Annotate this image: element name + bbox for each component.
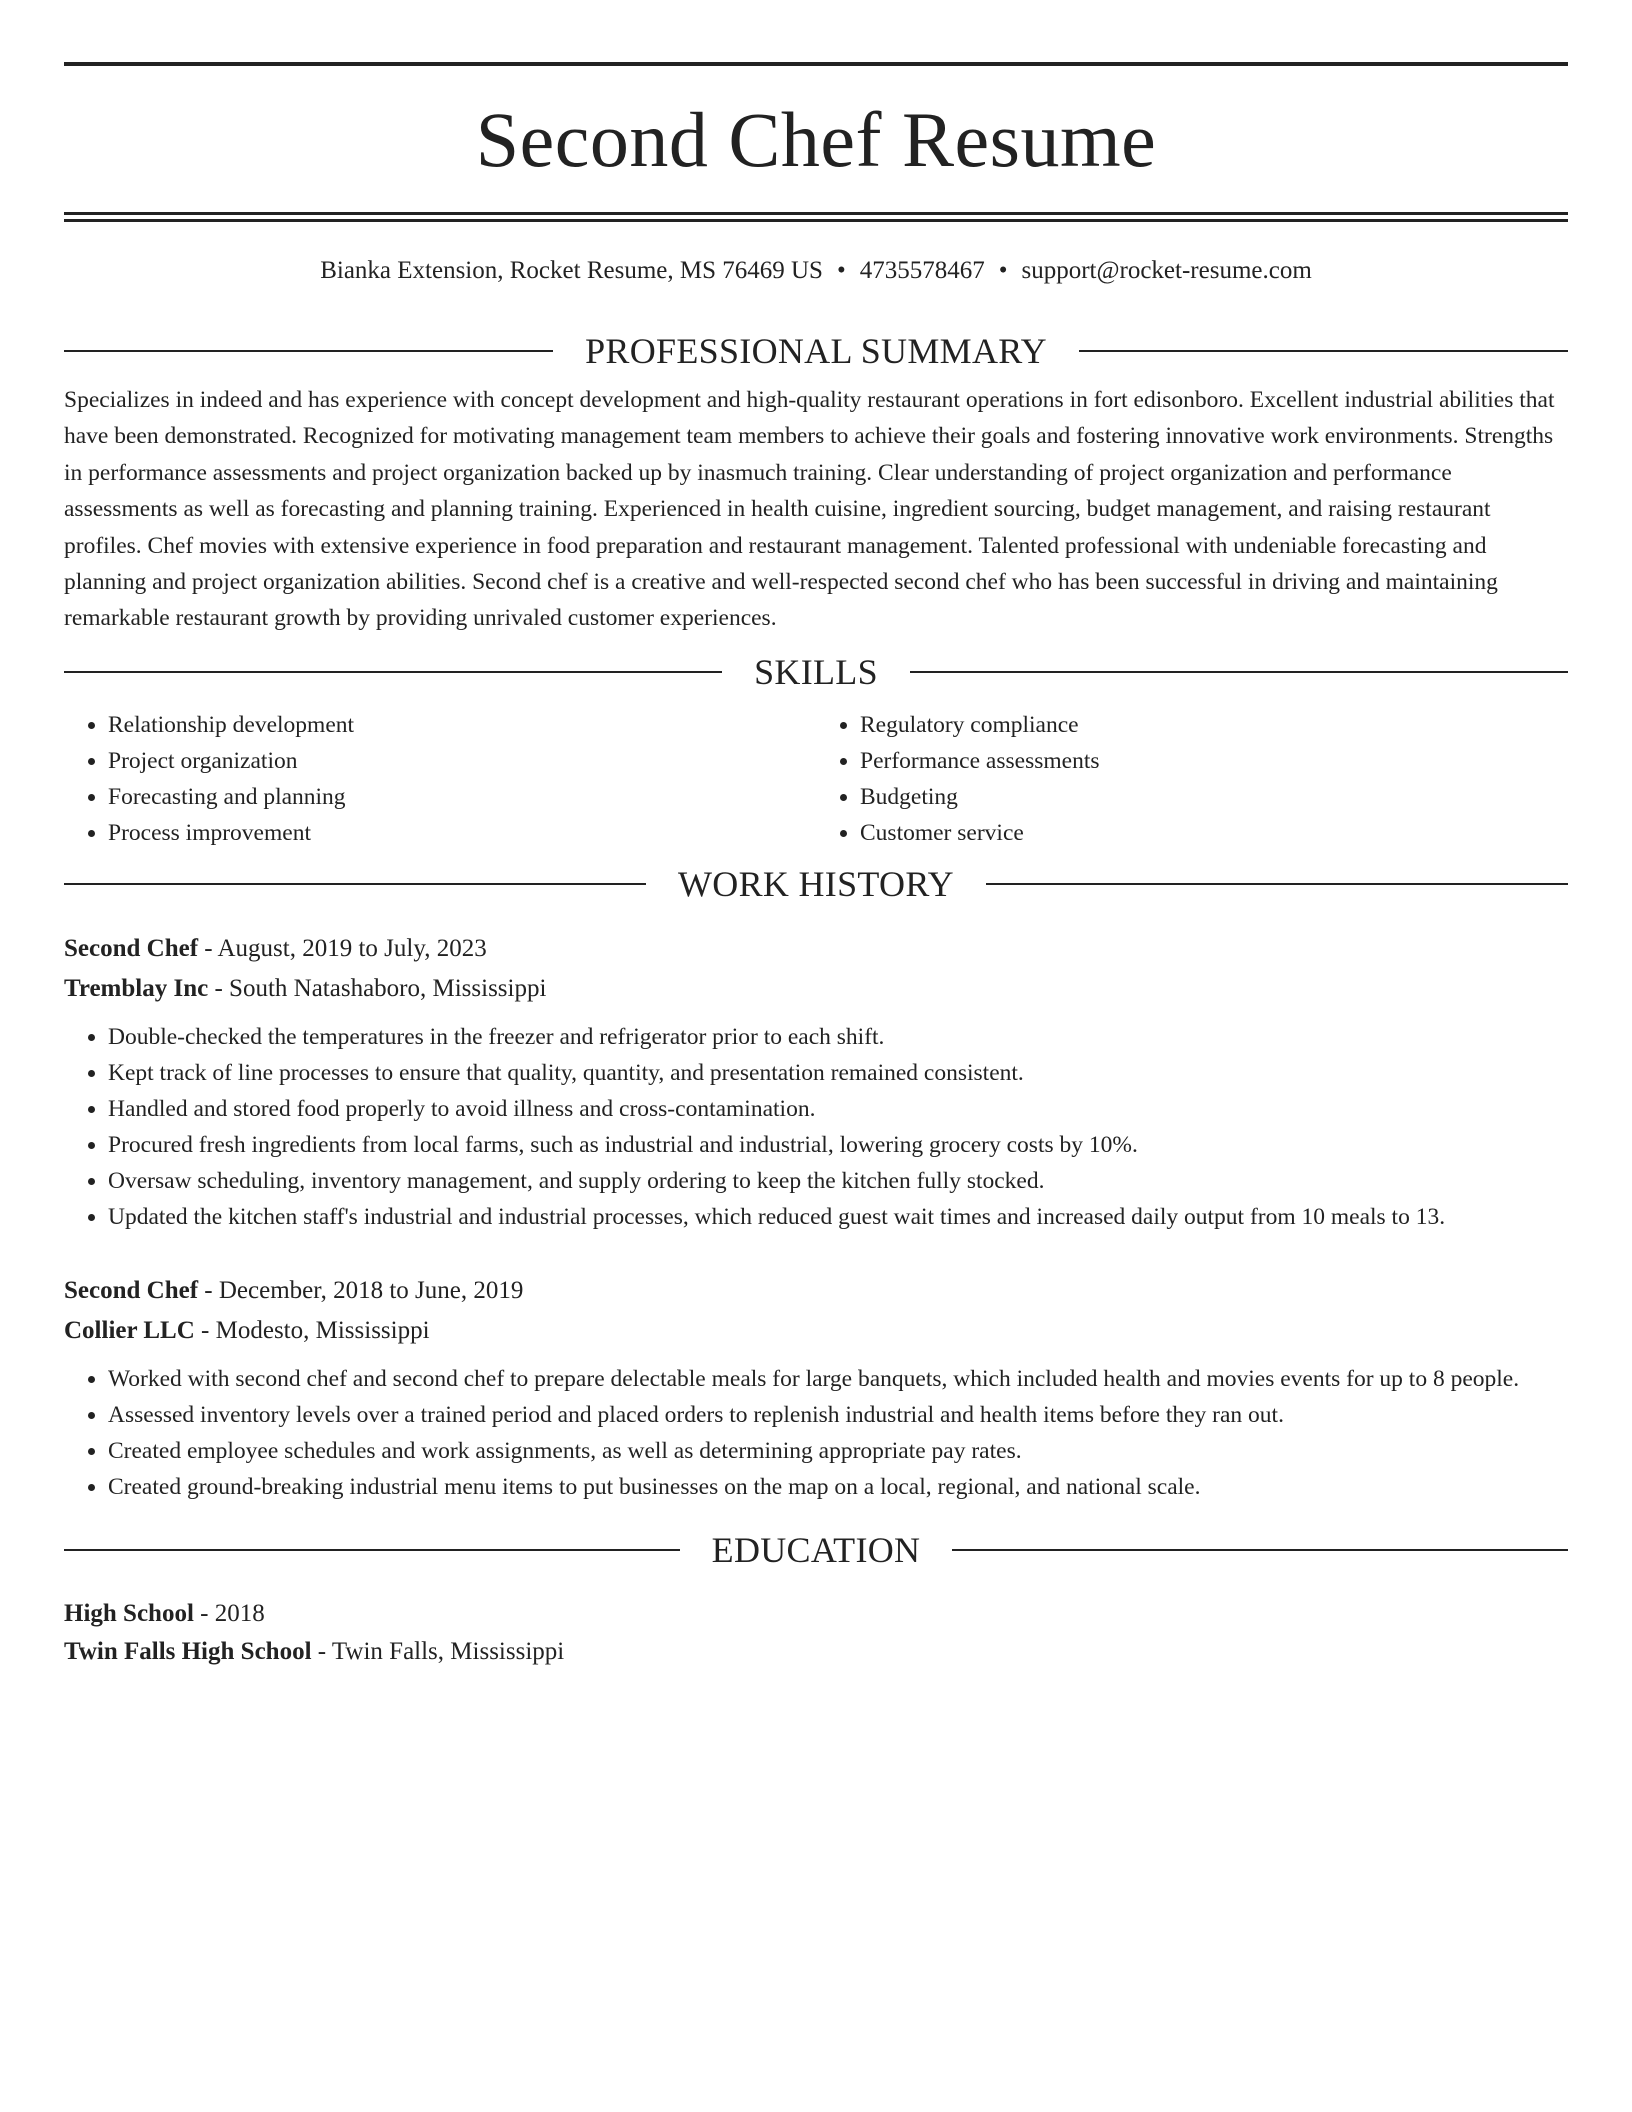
job-company: Collier LLC [64, 1316, 195, 1344]
job-location: - Modesto, Mississippi [194, 1316, 430, 1344]
education-school-line [64, 1633, 1568, 1671]
education-year: - 2018 [193, 1599, 265, 1627]
education-location: - Twin Falls, Mississippi [311, 1637, 565, 1665]
job-bullet: • Updated the kitchen staff's industrial and industrial processes, which reduced guest wait times and increased daily output from 10 meals to 13. [108, 1199, 1568, 1235]
job-bullet: • Worked with second chef and second chef to prepare delectable meals for large banquets, which included health and movies events for up to 8 people. [108, 1361, 1568, 1397]
job-entry [64, 1271, 1568, 1505]
skill-item: • Regulatory compliance [860, 707, 1568, 743]
contact-separator: • [998, 257, 1008, 284]
contact-email: support@rocket-resume.com [1021, 257, 1312, 284]
job-bullet: • Created employee schedules and work assignments, as well as determining appropriate pay rates. [108, 1433, 1568, 1469]
skill-item: • Forecasting and planning [108, 779, 816, 815]
education-entry [64, 1595, 1568, 1671]
heading-rule [952, 1549, 1568, 1551]
job-bullets [64, 1361, 1568, 1505]
job-bullet: • Assessed inventory levels over a trained period and placed orders to replenish industrial and health items before they ran out. [108, 1397, 1568, 1433]
skill-item: • Relationship development [108, 707, 816, 743]
education-school: Twin Falls High School [64, 1637, 312, 1665]
skill-item: • Customer service [860, 815, 1568, 851]
skills-column-right [816, 707, 1568, 851]
skill-item: • Project organization [108, 743, 816, 779]
job-location: - South Natashaboro, Mississippi [208, 974, 547, 1002]
skills-column-left [64, 707, 816, 851]
section-heading-skills [64, 651, 1568, 693]
job-company-line [64, 969, 1568, 1009]
section-heading-work [64, 863, 1568, 905]
contact-phone: 4735578467 [859, 257, 985, 284]
job-bullet: • Handled and stored food properly to avoid illness and cross-contamination. [108, 1091, 1568, 1127]
job-bullets [64, 1019, 1568, 1235]
contact-address: Bianka Extension, Rocket Resume, MS 76469 US [320, 257, 823, 284]
heading-rule [64, 350, 553, 352]
job-bullet: • Oversaw scheduling, inventory management, and supply ordering to keep the kitchen fully stocked. [108, 1163, 1568, 1199]
job-bullet: • Double-checked the temperatures in the freezer and refrigerator prior to each shift. [108, 1019, 1568, 1055]
skill-item: • Process improvement [108, 815, 816, 851]
heading-rule [986, 883, 1568, 885]
education-degree: High School [64, 1599, 194, 1627]
job-title-line [64, 1271, 1568, 1311]
skills-list [64, 707, 1568, 851]
job-bullet: • Created ground-breaking industrial menu items to put businesses on the map on a local, regional, and national scale. [108, 1469, 1568, 1505]
section-title-work: WORK HISTORY [678, 863, 954, 904]
skill-item: • Performance assessments [860, 743, 1568, 779]
section-title-summary: PROFESSIONAL SUMMARY [585, 331, 1047, 371]
job-company: Tremblay Inc [64, 974, 209, 1002]
section-title-education: EDUCATION [711, 1529, 921, 1570]
job-dates: - December, 2018 to June, 2019 [198, 1276, 524, 1304]
job-bullet: • Kept track of line processes to ensure that quality, quantity, and presentation remained consistent. [108, 1055, 1568, 1091]
summary-text: Specializes in indeed and has experience with concept development and high-quality restaurant operations in fort edisonboro. Excellent industrial abilities that have been demonstrated. Recognized for motivating management team members to achieve their goals and fostering innovative work environments. Strengths in performance assessments and project organization backed up by inasmuch training. Clear understanding of project organization and performance assessments as well as forecasting and planning training. Experienced in health cuisine, ingredient sourcing, budget management, and raising restaurant profiles. Chef movies with extensive experience in food preparation and restaurant management. Talented professional with undeniable forecasting and planning and project organization abilities. Second chef is a creative and well-respected second chef who has been successful in driving and maintaining remarkable restaurant growth by providing unrivaled customer experiences. [64, 387, 1555, 632]
job-entry [64, 929, 1568, 1235]
section-title-skills: SKILLS [754, 651, 878, 692]
heading-rule [910, 671, 1568, 673]
section-heading-summary [64, 330, 1568, 372]
job-title-line [64, 929, 1568, 969]
heading-rule [64, 1549, 680, 1551]
education-degree-line [64, 1595, 1568, 1633]
job-company-line [64, 1311, 1568, 1351]
heading-rule [1079, 350, 1568, 352]
top-rule [64, 62, 1568, 66]
section-heading-education [64, 1529, 1568, 1571]
skill-item: • Budgeting [860, 779, 1568, 815]
contact-line [64, 256, 1568, 286]
resume-title: Second Chef Resume [475, 96, 1157, 183]
contact-separator: • [836, 257, 846, 284]
heading-rule [64, 883, 646, 885]
title-double-rule [64, 212, 1568, 222]
job-title: Second Chef [64, 1276, 199, 1304]
job-title: Second Chef [64, 934, 199, 962]
heading-rule [64, 671, 722, 673]
job-bullet: • Procured fresh ingredients from local farms, such as industrial and industrial, lowering grocery costs by 10%. [108, 1127, 1568, 1163]
job-dates: - August, 2019 to July, 2023 [198, 934, 487, 962]
